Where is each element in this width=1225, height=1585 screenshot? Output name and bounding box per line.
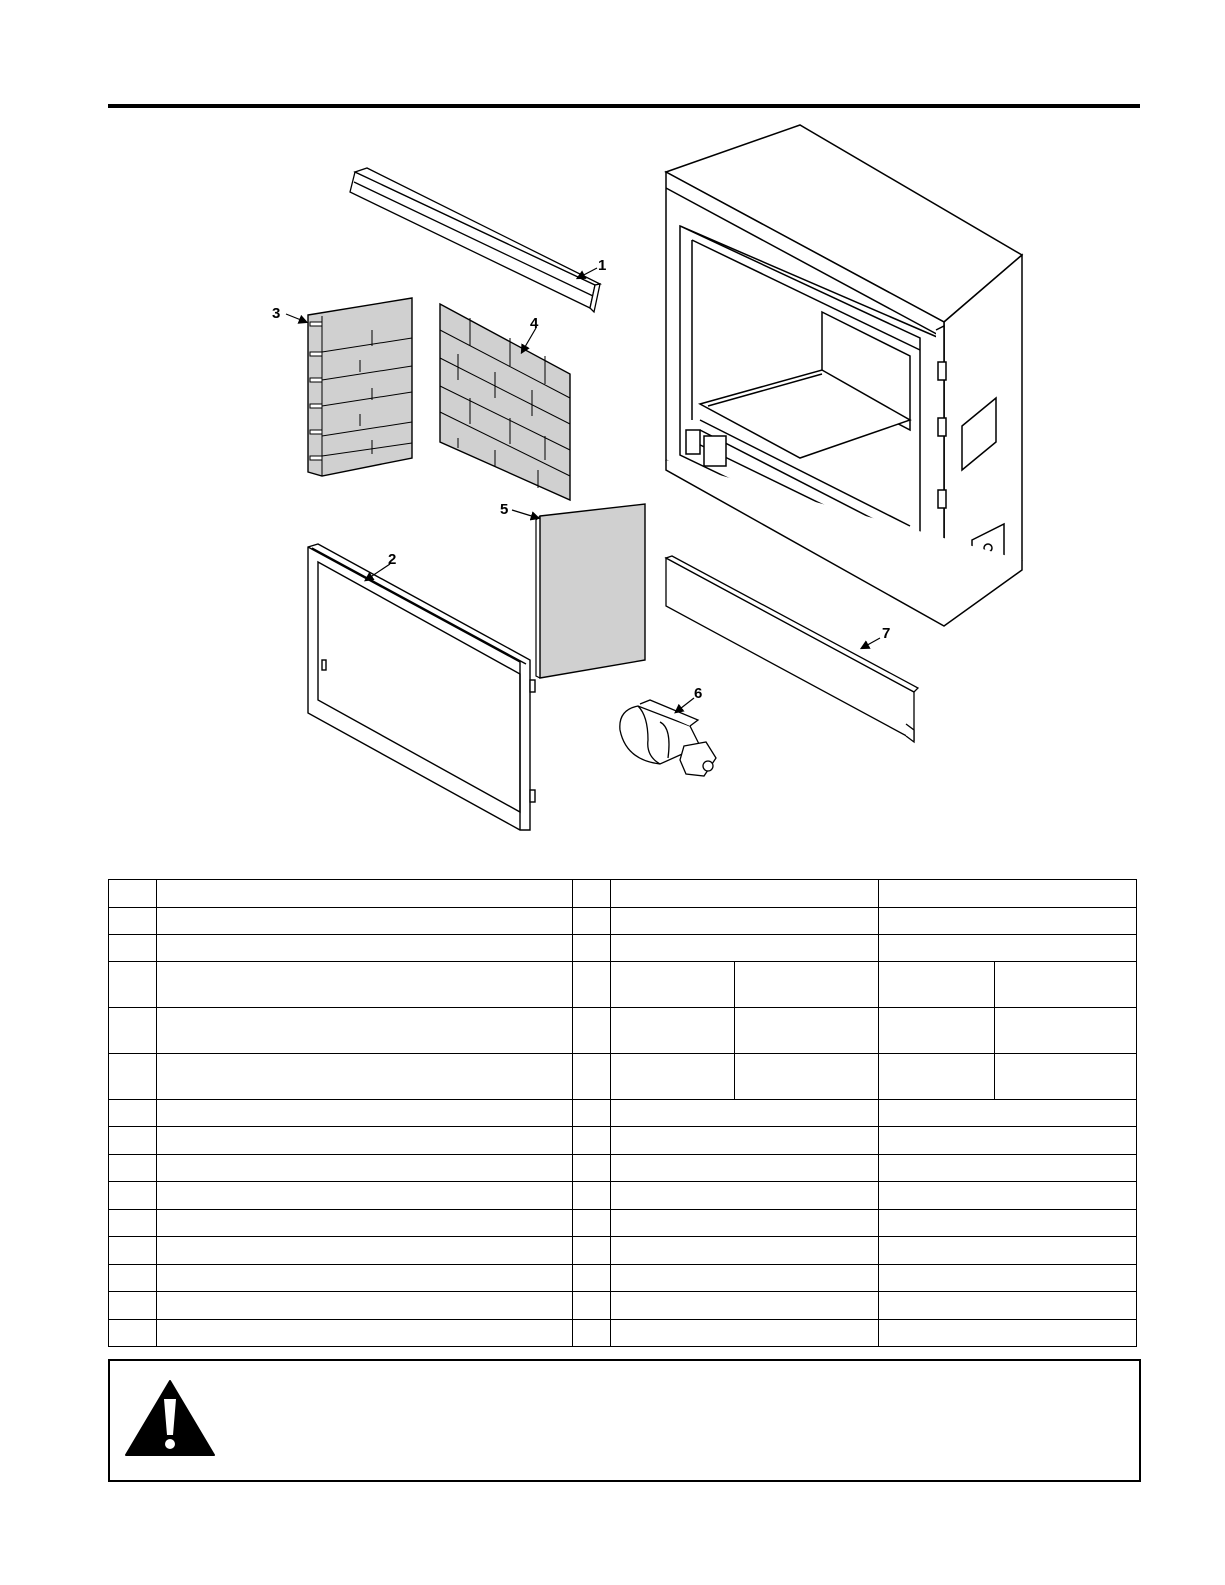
part-5-refractory-side-right [536, 504, 645, 678]
callout-4: 4 [530, 315, 539, 332]
callout-3: 3 [272, 305, 281, 322]
table-row [109, 1237, 1137, 1265]
table-row [109, 1292, 1137, 1320]
callout-6: 6 [694, 685, 703, 702]
firebox-assembly [666, 125, 1022, 626]
table-row [109, 880, 1137, 908]
table-row [109, 1127, 1137, 1155]
warning-box [108, 1359, 1141, 1482]
table-row [109, 935, 1137, 962]
part-2-front-frame [308, 544, 535, 830]
table-row [109, 1320, 1137, 1347]
table-row [109, 1155, 1137, 1182]
part-6-burner-log-assembly [620, 700, 716, 776]
table-row [109, 1100, 1137, 1127]
part-3-refractory-side-left [308, 298, 412, 476]
table-row [109, 908, 1137, 935]
parts-table [108, 879, 1137, 1347]
callout-5: 5 [500, 501, 509, 518]
callout-1: 1 [598, 257, 607, 274]
table-row [109, 1265, 1137, 1292]
table-row [109, 1182, 1137, 1210]
part-4-refractory-back [440, 304, 570, 500]
part-1-refractory-top [350, 168, 600, 312]
table-row [109, 1054, 1137, 1100]
callout-2: 2 [388, 551, 397, 568]
warning-triangle-icon [124, 1379, 216, 1459]
table-row [109, 1210, 1137, 1237]
table-row [109, 962, 1137, 1008]
callout-7: 7 [882, 625, 891, 642]
table-row [109, 1008, 1137, 1054]
